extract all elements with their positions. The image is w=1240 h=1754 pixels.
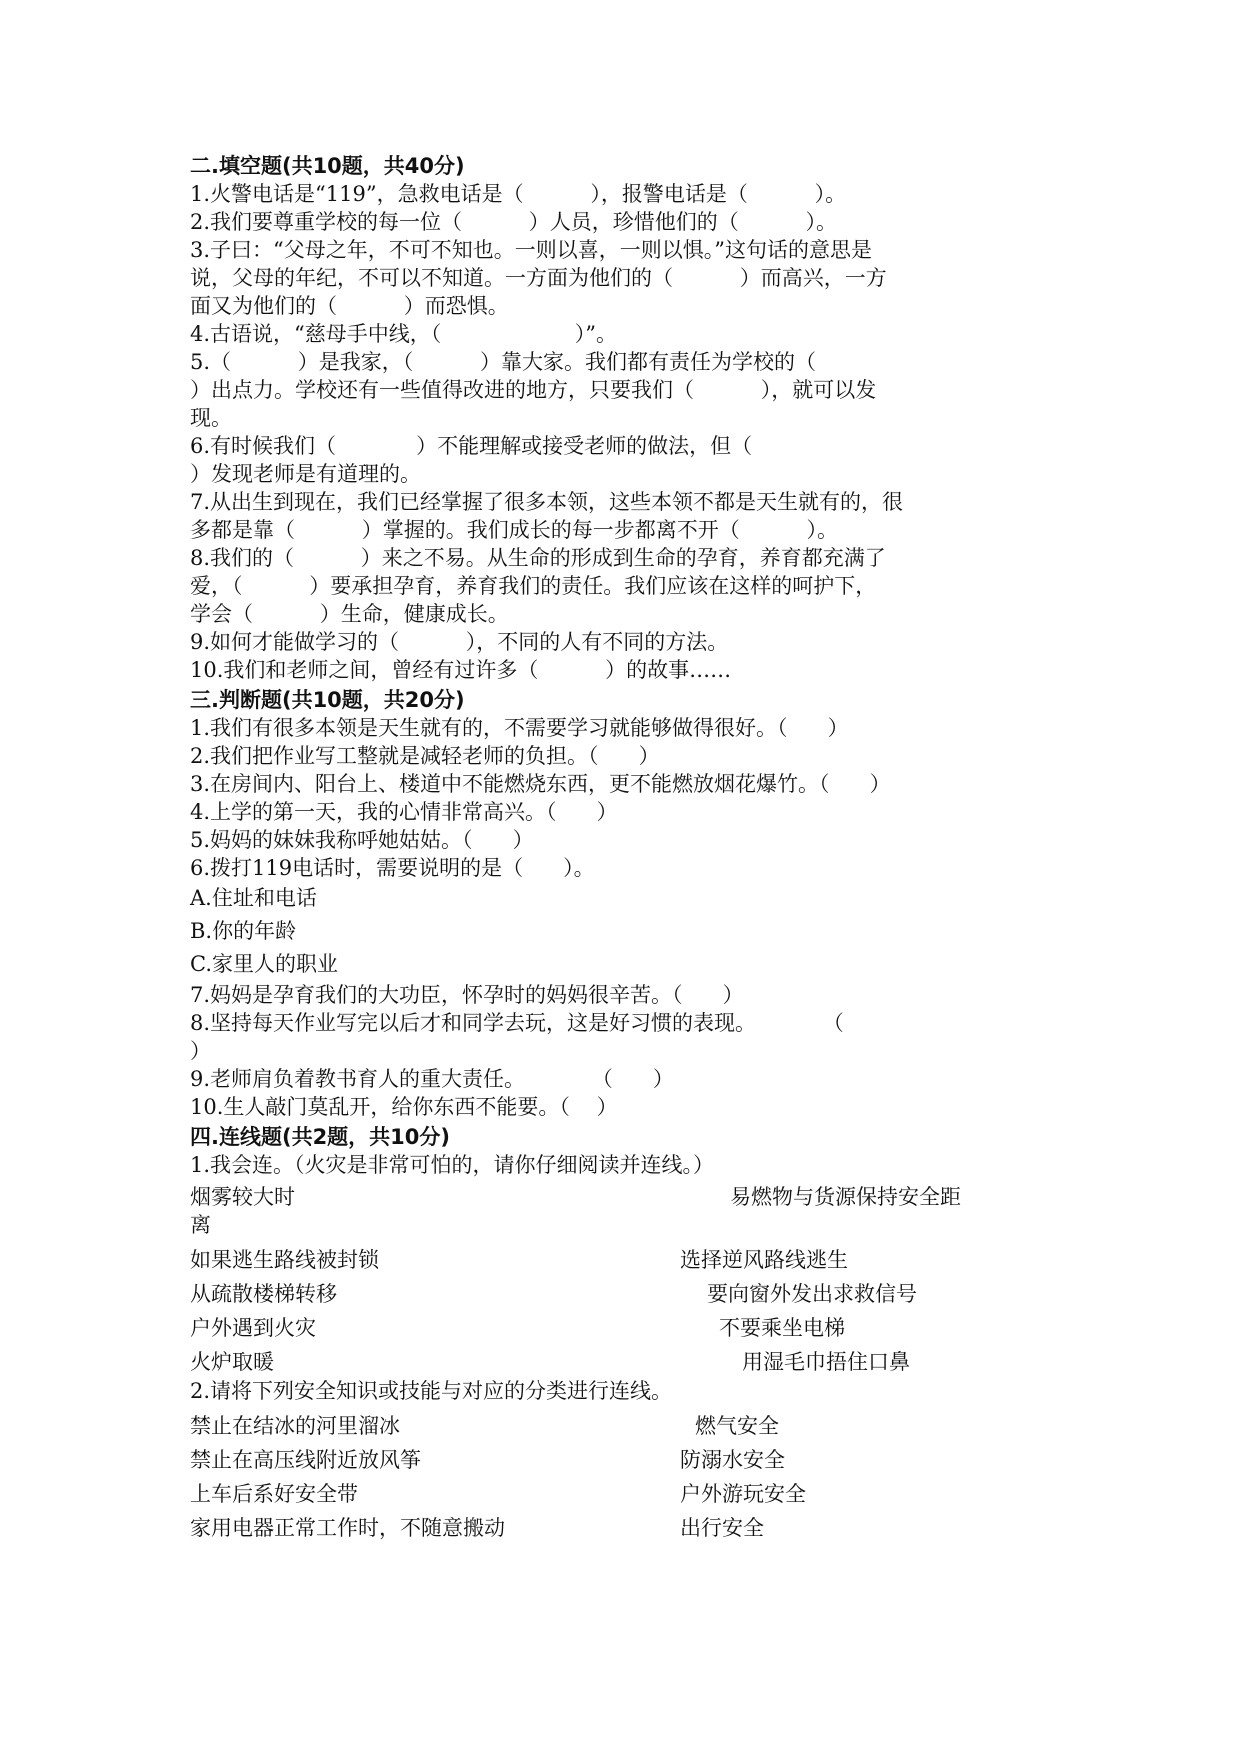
match-left-item: 家用电器正常工作时，不随意搬动 — [190, 1516, 505, 1540]
fill-line: 多都是靠（ ）掌握的。我们成长的每一步都离不开（ ）。 — [190, 518, 839, 542]
match-left-item: 户外遇到火灾 — [190, 1316, 316, 1340]
match-row — [190, 1311, 1090, 1345]
match-q1-title: 1.我会连。（火灾是非常可怕的，请你仔细阅读并连线。） — [190, 1153, 715, 1177]
judge-line: 1.我们有很多本领是天生就有的，不需要学习就能够做得很好。（ ） — [190, 716, 849, 740]
judge-line: 9.老师肩负着教书育人的重大责任。 （ ） — [190, 1067, 674, 1091]
fill-line: 2.我们要尊重学校的每一位（ ）人员，珍惜他们的（ ）。 — [190, 210, 838, 234]
match-section-title: 四.连线题(共2题，共10分) — [190, 1125, 451, 1149]
match-right-item: 易燃物与货源保持安全距 — [730, 1185, 961, 1209]
match-wrap-text: 离 — [190, 1213, 211, 1237]
judge-line: 5.妈妈的妹妹我称呼她姑姑。（ ） — [190, 828, 534, 852]
judge-option: B.你的年龄 — [190, 919, 297, 943]
match-row — [190, 1345, 1090, 1379]
match-left-item: 烟雾较大时 — [190, 1185, 295, 1209]
fill-line: 3.子曰：“父母之年，不可不知也。一则以喜，一则以惧。”这句话的意思是 — [190, 238, 873, 262]
match-right-item: 要向窗外发出求救信号 — [707, 1282, 917, 1306]
match-left-item: 从疏散楼梯转移 — [190, 1282, 337, 1306]
fill-line: 6.有时候我们（ ）不能理解或接受老师的做法，但（ — [190, 434, 753, 458]
match-right-item: 选择逆风路线逃生 — [680, 1248, 848, 1272]
fill-line: 现。 — [190, 406, 232, 430]
judge-option: C.家里人的职业 — [190, 952, 338, 976]
judge-line: 8.坚持每天作业写完以后才和同学去玩，这是好习惯的表现。 （ — [190, 1011, 844, 1035]
fill-line: 说，父母的年纪，不可以不知道。一方面为他们的（ ）而高兴，一方 — [190, 266, 887, 290]
fill-line: 10.我们和老师之间，曾经有过许多（ ）的故事…… — [190, 658, 732, 682]
judge-line: ） — [190, 1039, 211, 1063]
judge-line: 6.拨打119电话时，需要说明的是（ ）。 — [190, 856, 595, 880]
fill-questions — [190, 180, 1090, 684]
match-left-item: 上车后系好安全带 — [190, 1482, 358, 1506]
fill-line: ）出点力。学校还有一些值得改进的地方，只要我们（ ），就可以发 — [190, 378, 877, 402]
judge-questions — [190, 714, 1090, 1121]
judge-line: 4.上学的第一天，我的心情非常高兴。（ ） — [190, 800, 618, 824]
match-row — [190, 1443, 1090, 1477]
match-row — [190, 1511, 1090, 1545]
fill-line: 1.火警电话是“119”，急救电话是（ ），报警电话是（ ）。 — [190, 182, 847, 206]
judge-line: 2.我们把作业写工整就是减轻老师的负担。（ ） — [190, 744, 660, 768]
match-row — [190, 1277, 1090, 1311]
match-row — [190, 1183, 1090, 1211]
fill-line: 爱，（ ）要承担孕育，养育我们的责任。我们应该在这样的呵护下， — [190, 574, 877, 598]
match-left-item: 火炉取暖 — [190, 1350, 274, 1374]
match-right-item: 用湿毛巾捂住口鼻 — [742, 1350, 910, 1374]
match-row — [190, 1243, 1090, 1277]
match-row — [190, 1211, 1090, 1243]
fill-line: 面又为他们的（ ）而恐惧。 — [190, 294, 509, 318]
match-left-item: 如果逃生路线被封锁 — [190, 1248, 379, 1272]
match-right-item: 不要乘坐电梯 — [719, 1316, 845, 1340]
match-left-item: 禁止在高压线附近放风筝 — [190, 1448, 421, 1472]
match-right-item: 燃气安全 — [695, 1414, 779, 1438]
fill-line: 8.我们的（ ）来之不易。从生命的形成到生命的孕育，养育都充满了 — [190, 546, 886, 570]
fill-line: 7.从出生到现在，我们已经掌握了很多本领，这些本领不都是天生就有的，很 — [190, 490, 904, 514]
match-row — [190, 1477, 1090, 1511]
judge-section-title: 三.判断题(共10题，共20分) — [190, 688, 465, 712]
match-row — [190, 1409, 1090, 1443]
match-right-item: 防溺水安全 — [680, 1448, 785, 1472]
fill-line: 9.如何才能做学习的（ ），不同的人有不同的方法。 — [190, 630, 729, 654]
judge-line: 7.妈妈是孕育我们的大功臣，怀孕时的妈妈很辛苦。（ ） — [190, 983, 744, 1007]
match-left-item: 禁止在结冰的河里溜冰 — [190, 1414, 400, 1438]
match-q2-list — [190, 1409, 1090, 1545]
judge-line: 3.在房间内、阳台上、楼道中不能燃烧东西，更不能燃放烟花爆竹。（ ） — [190, 772, 891, 796]
fill-line: 5.（ ）是我家，（ ）靠大家。我们都有责任为学校的（ — [190, 350, 817, 374]
judge-option: A.住址和电话 — [190, 886, 317, 910]
fill-line: ）发现老师是有道理的。 — [190, 462, 421, 486]
fill-section-title: 二.填空题(共10题，共40分) — [190, 154, 465, 178]
match-q1-list — [190, 1183, 1090, 1379]
match-q2-title: 2.请将下列安全知识或技能与对应的分类进行连线。 — [190, 1379, 673, 1403]
match-right-item: 出行安全 — [680, 1516, 764, 1540]
fill-line: 学会（ ）生命，健康成长。 — [190, 602, 509, 626]
judge-line: 10.生人敲门莫乱开，给你东西不能要。（ ） — [190, 1095, 618, 1119]
worksheet-page — [190, 150, 1090, 1545]
fill-line: 4.古语说，“慈母手中线，（ ）”。 — [190, 322, 618, 346]
match-right-item: 户外游玩安全 — [680, 1482, 806, 1506]
